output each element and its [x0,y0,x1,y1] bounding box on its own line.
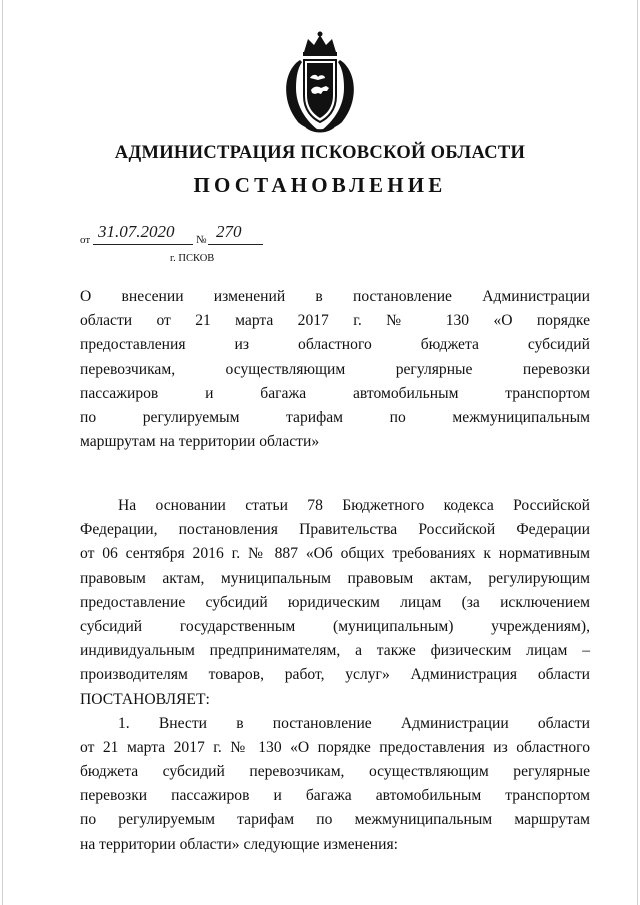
body-line: перевозки пассажиров и багажа автомобильным транспортом [80,787,590,805]
title-line: О внесении изменений в постановление Администрации [80,288,590,305]
body-line: индивидуальным предпринимателям, а также физическим лицам – [80,642,590,660]
document-title [80,285,590,454]
number-label: № [196,234,207,246]
page-edge-right [637,0,638,905]
page-edge-left [2,0,3,905]
city-label: г. ПСКОВ [170,253,215,264]
body-line: Федерации, постановления Правительства Российской Федерации [80,521,590,539]
number-underline [208,244,263,245]
title-line: по регулируемым тарифам по межмуниципальным [80,408,590,426]
date-underline [93,244,193,245]
document-body [80,494,590,857]
title-line: маршрутам на территории области» [80,433,320,451]
title-line: перевозчикам, осуществляющим регулярные перевозки [80,360,590,378]
title-line: предоставления из областного бюджета субсидий [80,336,590,354]
date-number-line [80,224,280,246]
title-line: пассажиров и багажа автомобильным транспортом [80,384,590,402]
body-line: производителям товаров, работ, услуг» Администрация области [80,666,590,684]
title-line: области от 21 марта 2017 г. № 130 «О порядке [80,312,590,330]
body-line: от 21 марта 2017 г. № 130 «О порядке предоставления из областного [80,738,590,756]
body-line: бюджета субсидий перевозчикам, осуществляющим регулярные [80,763,590,781]
body-line: от 06 сентября 2016 г. № 887 «Об общих требованиях к нормативным [80,545,590,563]
body-line: предоставление субсидий юридическим лицам (за исключением [80,593,590,611]
document-type: ПОСТАНОВЛЕНИЕ [193,173,447,197]
organization-name: АДМИНИСТРАЦИЯ ПСКОВСКОЙ ОБЛАСТИ [114,143,526,163]
handwritten-date: 31.07.2020 [98,222,175,241]
body-line: На основании статьи 78 Бюджетного кодекса Российской [118,497,590,514]
body-line: правовым актам, муниципальным правовым актам, регулирующим [80,569,590,587]
body-line: по регулируемым тарифам по межмуниципальным маршрутам [80,811,590,829]
body-line: 1. Внести в постановление Администрации области [118,714,590,732]
handwritten-number: 270 [216,222,242,241]
body-line: ПОСТАНОВЛЯЕТ: [80,690,210,708]
body-line: субсидий государственным (муниципальным) учреждениям), [80,617,590,635]
body-line: на территории области» следующие изменения: [80,835,398,853]
date-prefix: от [80,234,91,246]
coat-of-arms-emblem [274,30,366,134]
